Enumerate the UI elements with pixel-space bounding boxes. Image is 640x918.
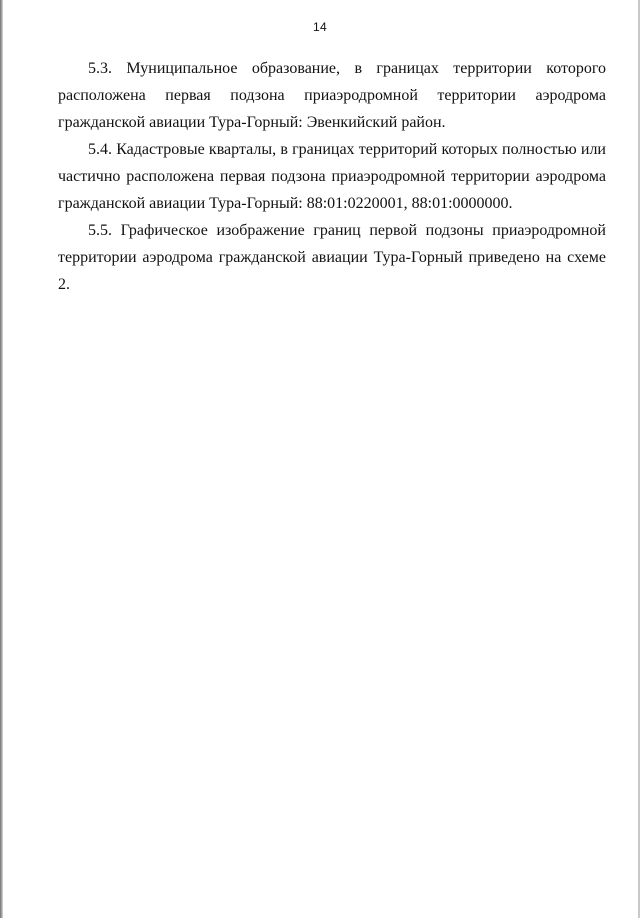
scan-edge-left: [0, 0, 3, 918]
paragraph-5-4: 5.4. Кадастровые кварталы, в границах территорий которых полностью или частично расположена первая подзона приаэродромной территории аэродрома гражданской авиации Тура-Горный: 88:01:0220001, 88:01:0000000.: [58, 141, 606, 212]
page-number: 14: [313, 20, 327, 34]
paragraph-5-5: 5.5. Графическое изображение границ первой подзоны приаэродромной территории аэродрома гражданской авиации Тура-Горный приведено на схеме 2.: [58, 222, 606, 293]
paragraph-5-3: 5.3. Муниципальное образование, в границах территории которого расположена первая подзона приаэродромной территории аэродрома гражданской авиации Тура-Горный: Эвенкийский район.: [58, 60, 606, 131]
document-body: [58, 55, 606, 298]
